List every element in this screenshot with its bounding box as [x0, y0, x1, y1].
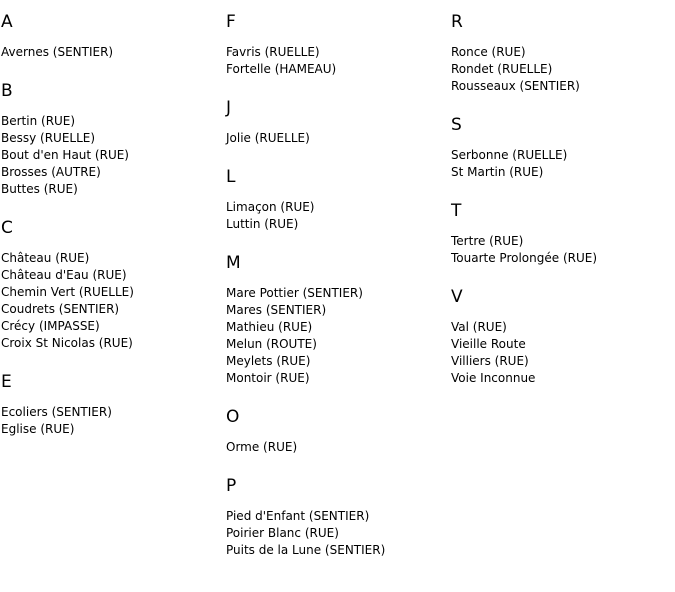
- letter-heading: E: [1, 372, 12, 392]
- street-item[interactable]: Val (RUE): [451, 320, 507, 334]
- letter-group: [451, 201, 675, 267]
- street-list: [451, 44, 675, 95]
- street-item[interactable]: Puits de la Lune (SENTIER): [226, 543, 386, 557]
- letter-group: [451, 115, 675, 181]
- street-item[interactable]: St Martin (RUE): [451, 165, 544, 179]
- street-item[interactable]: Tertre (RUE): [451, 234, 524, 248]
- street-item[interactable]: Crécy (IMPASSE): [1, 319, 100, 333]
- street-item[interactable]: Rousseaux (SENTIER): [451, 79, 580, 93]
- letter-group: [226, 12, 451, 78]
- letter-group: [1, 372, 226, 438]
- letter-group: [226, 98, 451, 147]
- letter-group: [226, 476, 451, 559]
- letter-heading: C: [1, 218, 13, 238]
- street-list: [1, 250, 226, 352]
- street-item[interactable]: Fortelle (HAMEAU): [226, 62, 337, 76]
- letter-heading: O: [226, 407, 240, 427]
- street-list: [226, 44, 451, 78]
- street-item[interactable]: Buttes (RUE): [1, 182, 78, 196]
- street-item[interactable]: Mares (SENTIER): [226, 303, 327, 317]
- street-item[interactable]: Coudrets (SENTIER): [1, 302, 120, 316]
- street-item[interactable]: Bout d'en Haut (RUE): [1, 148, 129, 162]
- street-list: [226, 199, 451, 233]
- letter-heading: B: [1, 81, 13, 101]
- street-item[interactable]: Brosses (AUTRE): [1, 165, 101, 179]
- letter-group: [451, 12, 675, 95]
- street-item[interactable]: Avernes (SENTIER): [1, 45, 114, 59]
- street-item[interactable]: Pied d'Enfant (SENTIER): [226, 509, 370, 523]
- letter-heading: A: [1, 12, 13, 32]
- letter-heading: P: [226, 476, 237, 496]
- street-item[interactable]: Favris (RUELLE): [226, 45, 320, 59]
- street-item[interactable]: Melun (ROUTE): [226, 337, 317, 351]
- street-item[interactable]: Rondet (RUELLE): [451, 62, 553, 76]
- letter-group: [1, 81, 226, 198]
- letter-heading: M: [226, 253, 241, 273]
- street-list: [1, 404, 226, 438]
- letter-heading: J: [226, 98, 232, 118]
- street-list: [1, 113, 226, 198]
- street-item[interactable]: Croix St Nicolas (RUE): [1, 336, 133, 350]
- letter-heading: L: [226, 167, 236, 187]
- index-column: [226, 12, 451, 579]
- street-item[interactable]: Meylets (RUE): [226, 354, 311, 368]
- street-item[interactable]: Eglise (RUE): [1, 422, 75, 436]
- street-item[interactable]: Montoir (RUE): [226, 371, 310, 385]
- letter-group: [451, 287, 675, 387]
- street-item[interactable]: Château (RUE): [1, 251, 90, 265]
- street-item[interactable]: Vieille Route: [451, 337, 526, 351]
- street-item[interactable]: Limaçon (RUE): [226, 200, 315, 214]
- street-item[interactable]: Chemin Vert (RUELLE): [1, 285, 134, 299]
- street-item[interactable]: Ronce (RUE): [451, 45, 526, 59]
- street-item[interactable]: Luttin (RUE): [226, 217, 299, 231]
- letter-heading: R: [451, 12, 463, 32]
- street-item[interactable]: Château d'Eau (RUE): [1, 268, 127, 282]
- street-item[interactable]: Mare Pottier (SENTIER): [226, 286, 363, 300]
- street-item[interactable]: Bertin (RUE): [1, 114, 76, 128]
- letter-group: [226, 253, 451, 387]
- letter-group: [1, 12, 226, 61]
- street-list: [226, 130, 451, 147]
- street-item[interactable]: Orme (RUE): [226, 440, 298, 454]
- letter-group: [226, 167, 451, 233]
- letter-group: [226, 407, 451, 456]
- letter-heading: T: [451, 201, 462, 221]
- street-item[interactable]: Mathieu (RUE): [226, 320, 313, 334]
- street-item[interactable]: Villiers (RUE): [451, 354, 529, 368]
- street-item[interactable]: Touarte Prolongée (RUE): [451, 251, 598, 265]
- street-item[interactable]: Voie Inconnue: [451, 371, 536, 385]
- street-item[interactable]: Ecoliers (SENTIER): [1, 405, 112, 419]
- street-list: [226, 285, 451, 387]
- street-item[interactable]: Jolie (RUELLE): [226, 131, 310, 145]
- street-list: [451, 147, 675, 181]
- street-list: [1, 44, 226, 61]
- street-item[interactable]: Serbonne (RUELLE): [451, 148, 568, 162]
- letter-heading: F: [226, 12, 236, 32]
- street-item[interactable]: Poirier Blanc (RUE): [226, 526, 339, 540]
- street-list: [451, 233, 675, 267]
- street-list: [451, 319, 675, 387]
- index-column: [451, 12, 675, 407]
- street-list: [226, 439, 451, 456]
- street-item[interactable]: Bessy (RUELLE): [1, 131, 96, 145]
- index-column: [1, 12, 226, 458]
- street-list: [226, 508, 451, 559]
- letter-heading: S: [451, 115, 462, 135]
- letter-group: [1, 218, 226, 352]
- letter-heading: V: [451, 287, 463, 307]
